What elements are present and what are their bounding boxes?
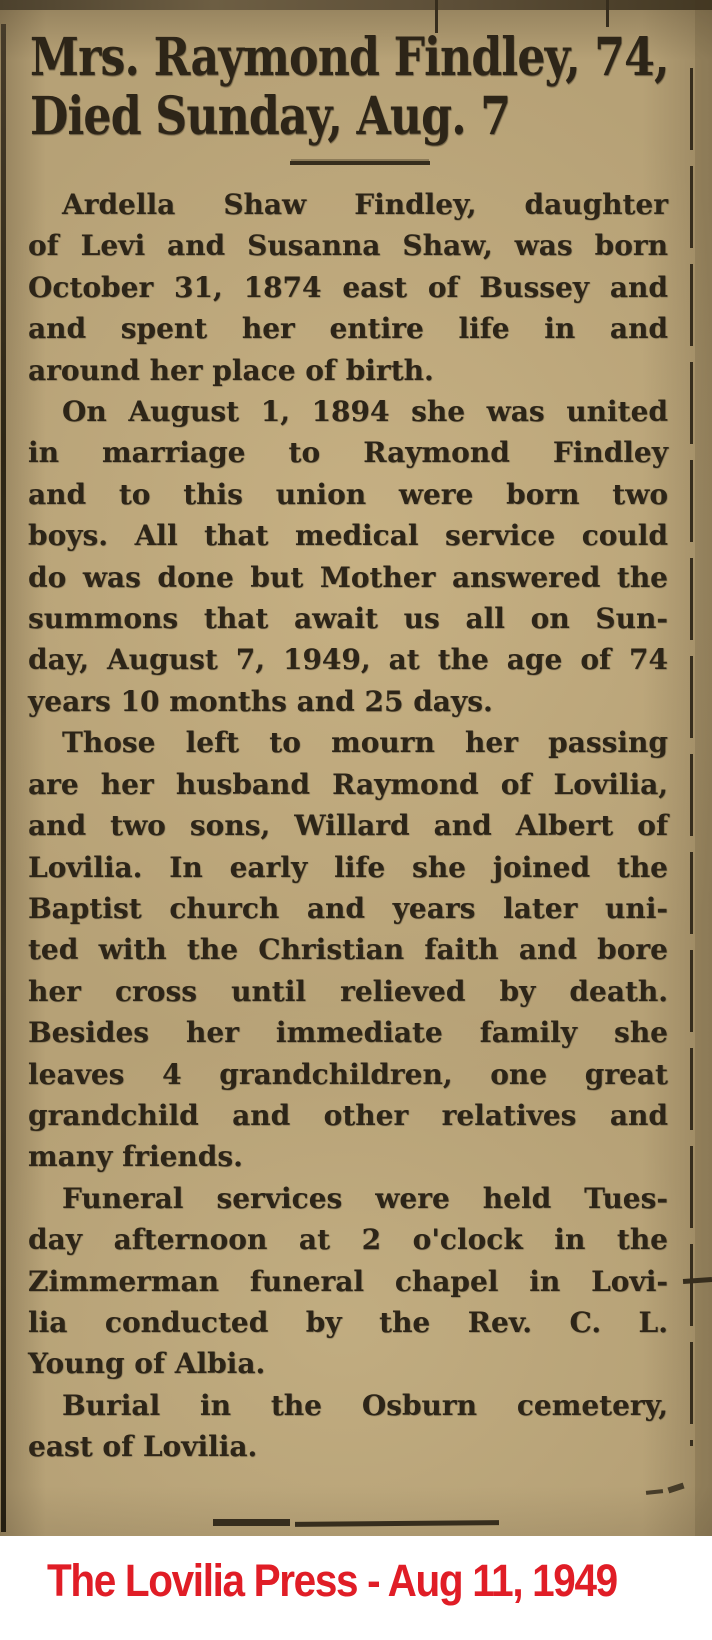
article-line: Besides her immediate family she xyxy=(28,1016,668,1050)
article-paragraph xyxy=(28,1385,668,1468)
article-line: Funeral services were held Tues- xyxy=(62,1181,668,1215)
headline-line-2: Died Sunday, Aug. 7 xyxy=(30,86,511,147)
article-line: Burial in the Osburn cemetery, xyxy=(62,1388,668,1422)
bottom-rule-segment xyxy=(295,1520,499,1527)
article-line: Those left to mourn her passing xyxy=(62,726,668,760)
article-line: Zimmerman funeral chapel in Lovi- xyxy=(28,1264,668,1298)
article-line: around her place of birth. xyxy=(28,353,434,387)
article-line: years 10 months and 25 days. xyxy=(28,684,493,718)
obituary-headline xyxy=(30,28,676,146)
article-line: summons that await us all on Sun- xyxy=(28,602,668,636)
article-line: Lovilia. In early life she joined the xyxy=(28,850,668,884)
article-line: Baptist church and years later uni- xyxy=(28,891,668,925)
article-line: Young of Albia. xyxy=(28,1347,266,1381)
article-line: boys. All that medical service could xyxy=(28,519,668,553)
article-line: lia conducted by the Rev. C. L. xyxy=(28,1305,668,1339)
article-line: her cross until relieved by death. xyxy=(28,974,668,1008)
article-line: day, August 7, 1949, at the age of 74 xyxy=(28,643,668,677)
article-line: leaves 4 grandchildren, one great xyxy=(28,1057,668,1091)
article-line: are her husband Raymond of Lovilia, xyxy=(28,767,668,801)
article-line: and two sons, Willard and Albert of xyxy=(28,809,668,843)
article-line: east of Lovilia. xyxy=(28,1430,258,1464)
headline-line-1: Mrs. Raymond Findley, 74, xyxy=(30,27,669,88)
article-line: many friends. xyxy=(28,1140,243,1174)
article-line: and spent her entire life in and xyxy=(28,312,668,346)
headline-divider-rule xyxy=(290,161,430,165)
article-line: October 31, 1874 east of Bussey and xyxy=(28,270,668,304)
article-line: On August 1, 1894 she was united xyxy=(62,395,668,429)
article-paragraph xyxy=(28,1178,668,1385)
source-caption: The Lovilia Press - Aug 11, 1949 xyxy=(47,1555,617,1606)
bottom-rule-segment xyxy=(213,1519,290,1526)
article-paragraph xyxy=(28,722,668,1177)
article-line: in marriage to Raymond Findley xyxy=(28,436,668,470)
article-line: day afternoon at 2 o'clock in the xyxy=(28,1223,668,1257)
article-line: Ardella Shaw Findley, daughter xyxy=(62,188,668,221)
right-margin-shade xyxy=(695,0,712,1536)
article-line: grandchild and other relatives and xyxy=(28,1098,668,1132)
scan-artifact-smudge xyxy=(646,1489,663,1495)
article-line: do was done but Mother answered the xyxy=(28,560,668,594)
left-column-rule xyxy=(1,24,6,1532)
article-line: of Levi and Susanna Shaw, was born xyxy=(28,229,668,263)
scan-artifact-rule-remnant xyxy=(606,0,609,27)
article-line: ted with the Christian faith and bore xyxy=(28,933,668,967)
article-paragraph xyxy=(28,184,668,391)
article-line: and to this union were born two xyxy=(28,477,668,511)
article xyxy=(28,184,668,1468)
article-paragraph xyxy=(28,391,668,722)
scan-artifact-smudge xyxy=(667,1483,684,1494)
right-column-rule xyxy=(690,68,693,1446)
